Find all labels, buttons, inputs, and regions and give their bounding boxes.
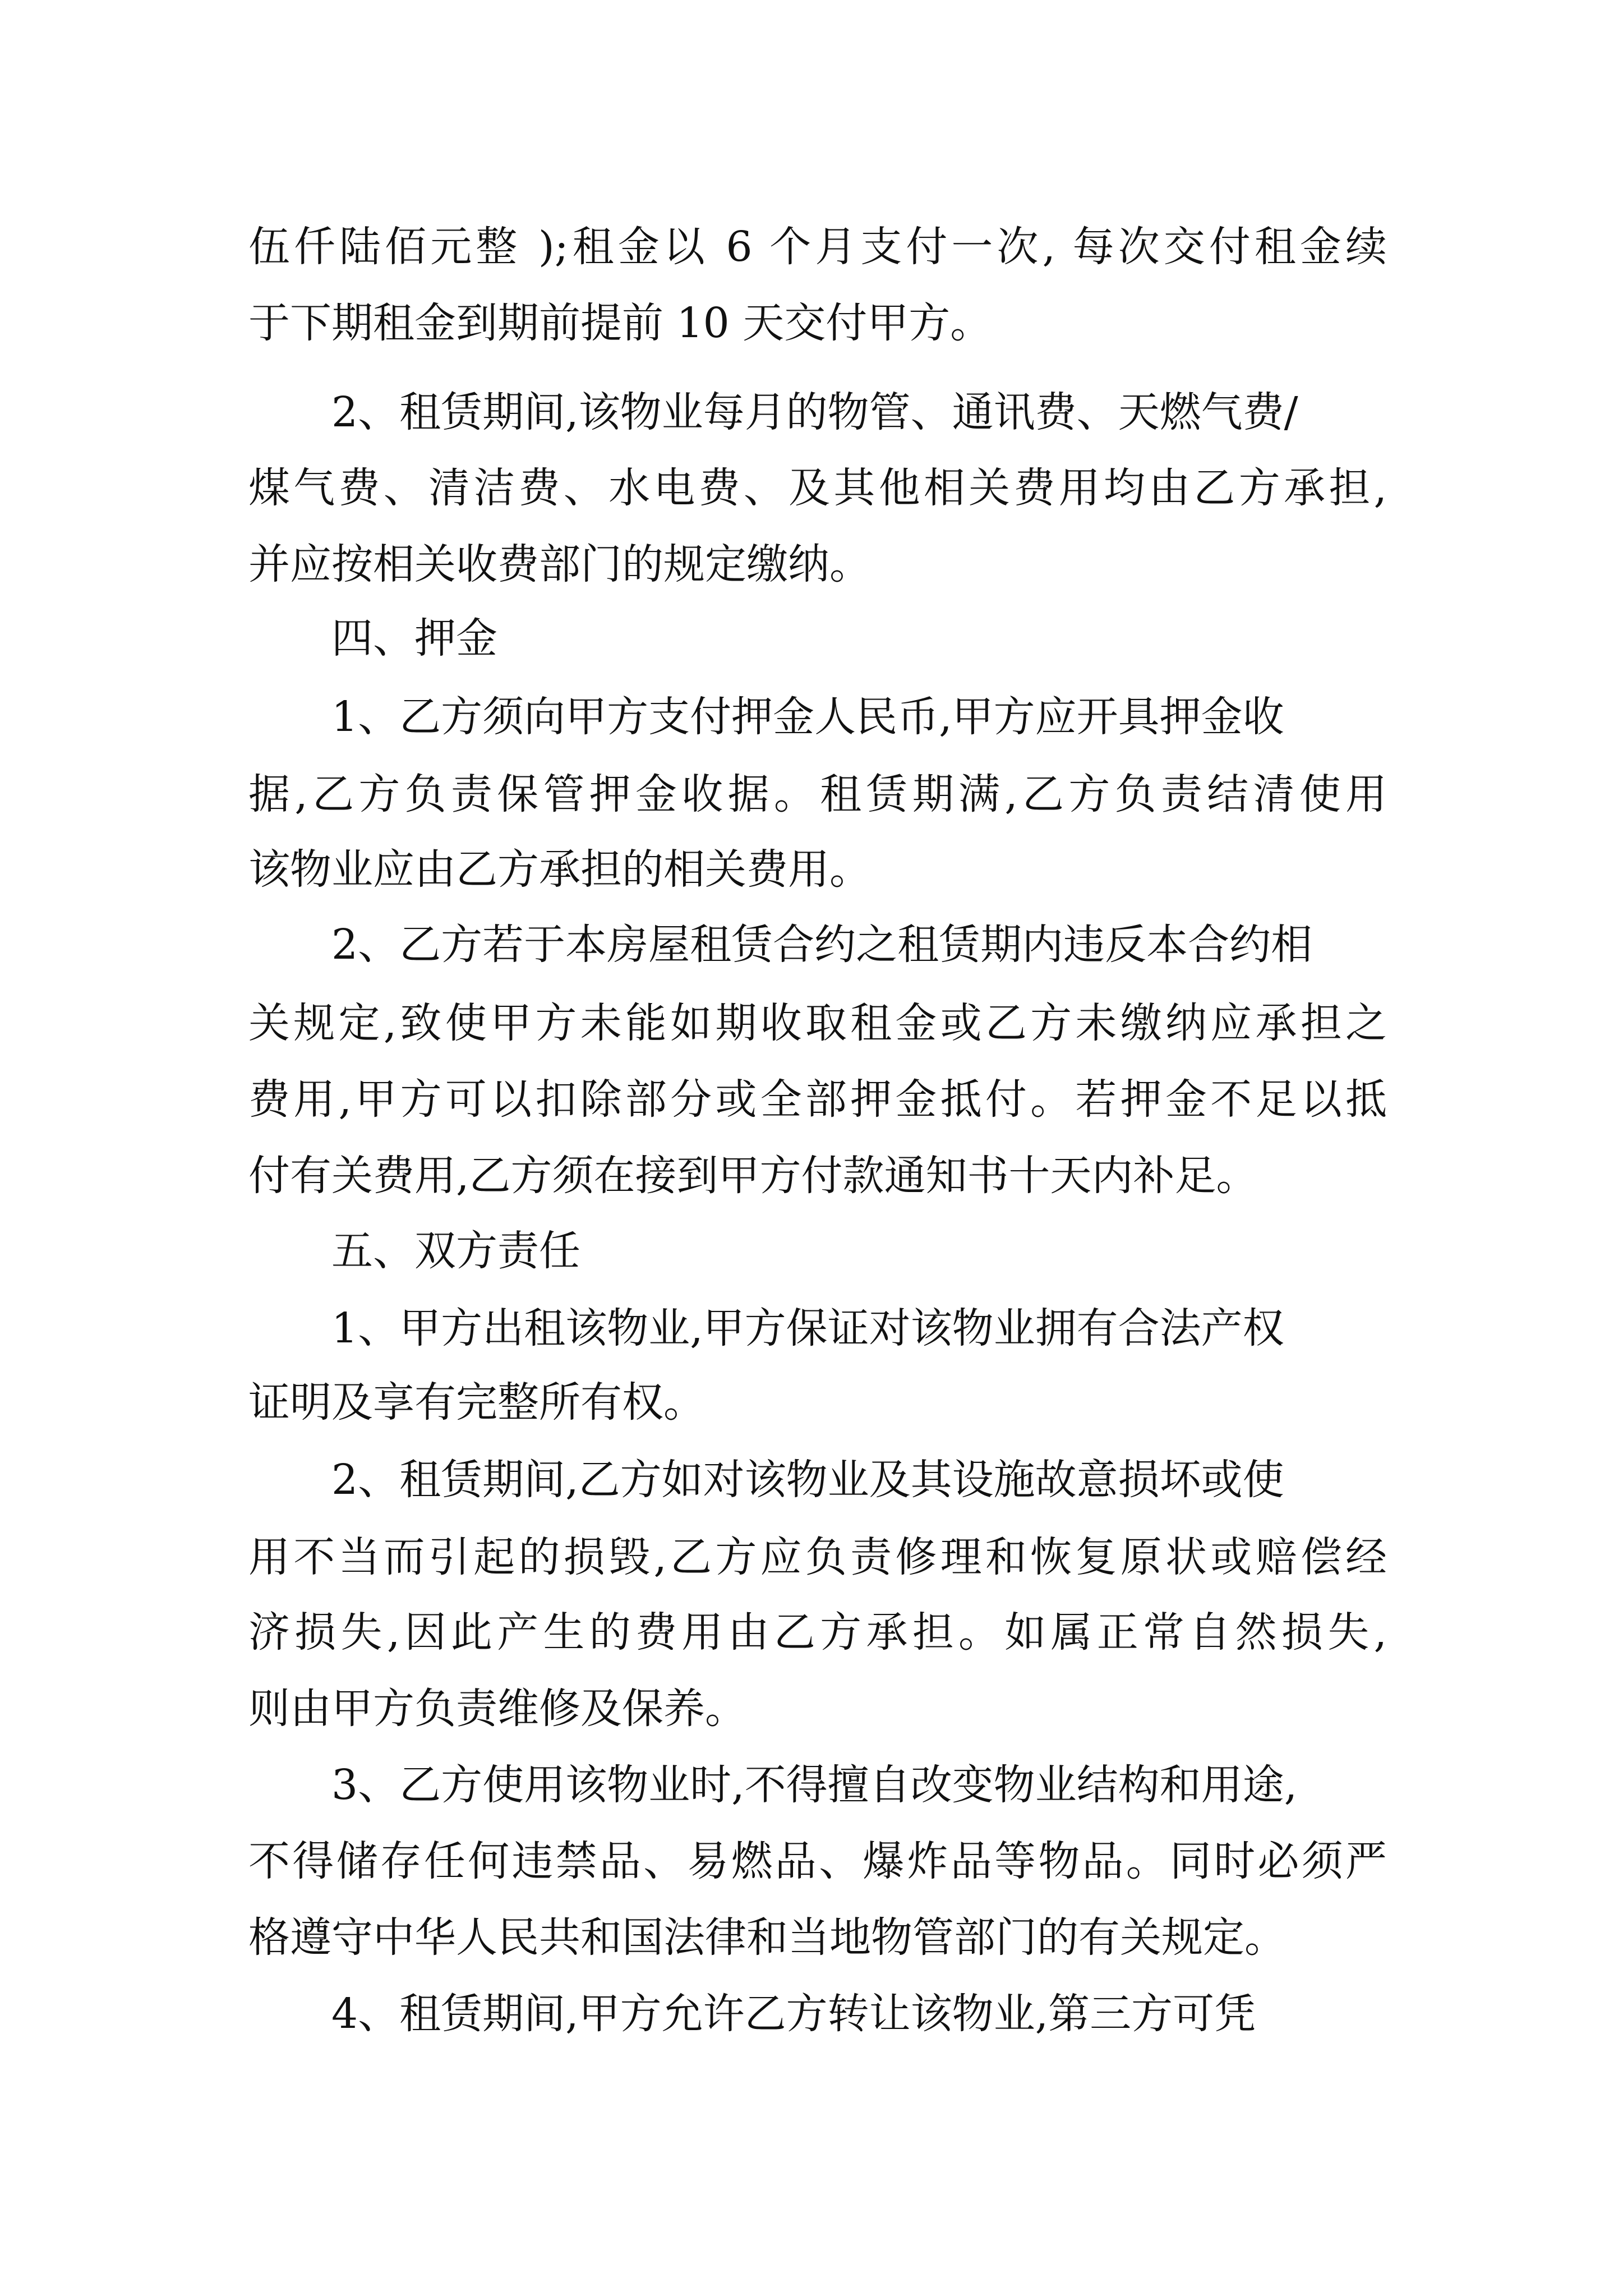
paragraph-first-line: 2、租赁期间,该物业每月的物管、通讯费、天燃气费/ <box>331 388 1298 436</box>
paragraph-first-line: 4、租赁期间,甲方允许乙方转让该物业,第三方可凭 <box>331 1990 1256 2038</box>
text-line: 付有关费用,乙方须在接到甲方付款通知书十天内补足。 <box>248 1152 1258 1200</box>
text-line: 于下期租金到期前提前 10 天交付甲方。 <box>248 299 992 347</box>
text-line: 则由甲方负责维修及保养。 <box>248 1685 746 1733</box>
paragraph-first-line: 1、甲方出租该物业,甲方保证对该物业拥有合法产权 <box>331 1304 1284 1352</box>
paragraph-first-line: 1、乙方须向甲方支付押金人民币,甲方应开具押金收 <box>331 693 1284 741</box>
section-heading: 四、押金 <box>331 614 497 662</box>
text-line: 并应按相关收费部门的规定缴纳。 <box>248 540 871 588</box>
text-line: 关规定,致使甲方未能如期收取租金或乙方未缴纳应承担之 <box>248 999 1387 1047</box>
text-line: 格遵守中华人民共和国法律和当地物管部门的有关规定。 <box>248 1913 1286 1962</box>
text-line: 费用,甲方可以扣除部分或全部押金抵付。若押金不足以抵 <box>248 1075 1387 1124</box>
paragraph-first-line: 3、乙方使用该物业时,不得擅自改变物业结构和用途, <box>331 1761 1298 1809</box>
text-line: 煤气费、清洁费、水电费、及其他相关费用均由乙方承担, <box>248 464 1387 512</box>
paragraph-first-line: 2、乙方若于本房屋租赁合约之租赁期内违反本合约相 <box>331 921 1313 969</box>
text-line: 伍仟陆佰元整 );租金以 6 个月支付一次, 每次交付租金续 <box>248 223 1387 271</box>
paragraph-first-line: 2、租赁期间,乙方如对该物业及其设施故意损坏或使 <box>331 1456 1284 1504</box>
text-line: 济损失,因此产生的费用由乙方承担。如属正常自然损失, <box>248 1608 1387 1657</box>
text-line: 证明及享有完整所有权。 <box>248 1378 705 1427</box>
text-line: 该物业应由乙方承担的相关费用。 <box>248 845 871 894</box>
text-line: 据,乙方负责保管押金收据。租赁期满,乙方负责结清使用 <box>248 770 1387 818</box>
text-line: 用不当而引起的损毁,乙方应负责修理和恢复原状或赔偿经 <box>248 1533 1387 1581</box>
section-heading: 五、双方责任 <box>331 1227 580 1275</box>
text-line: 不得储存任何违禁品、易燃品、爆炸品等物品。同时必须严 <box>248 1837 1387 1885</box>
